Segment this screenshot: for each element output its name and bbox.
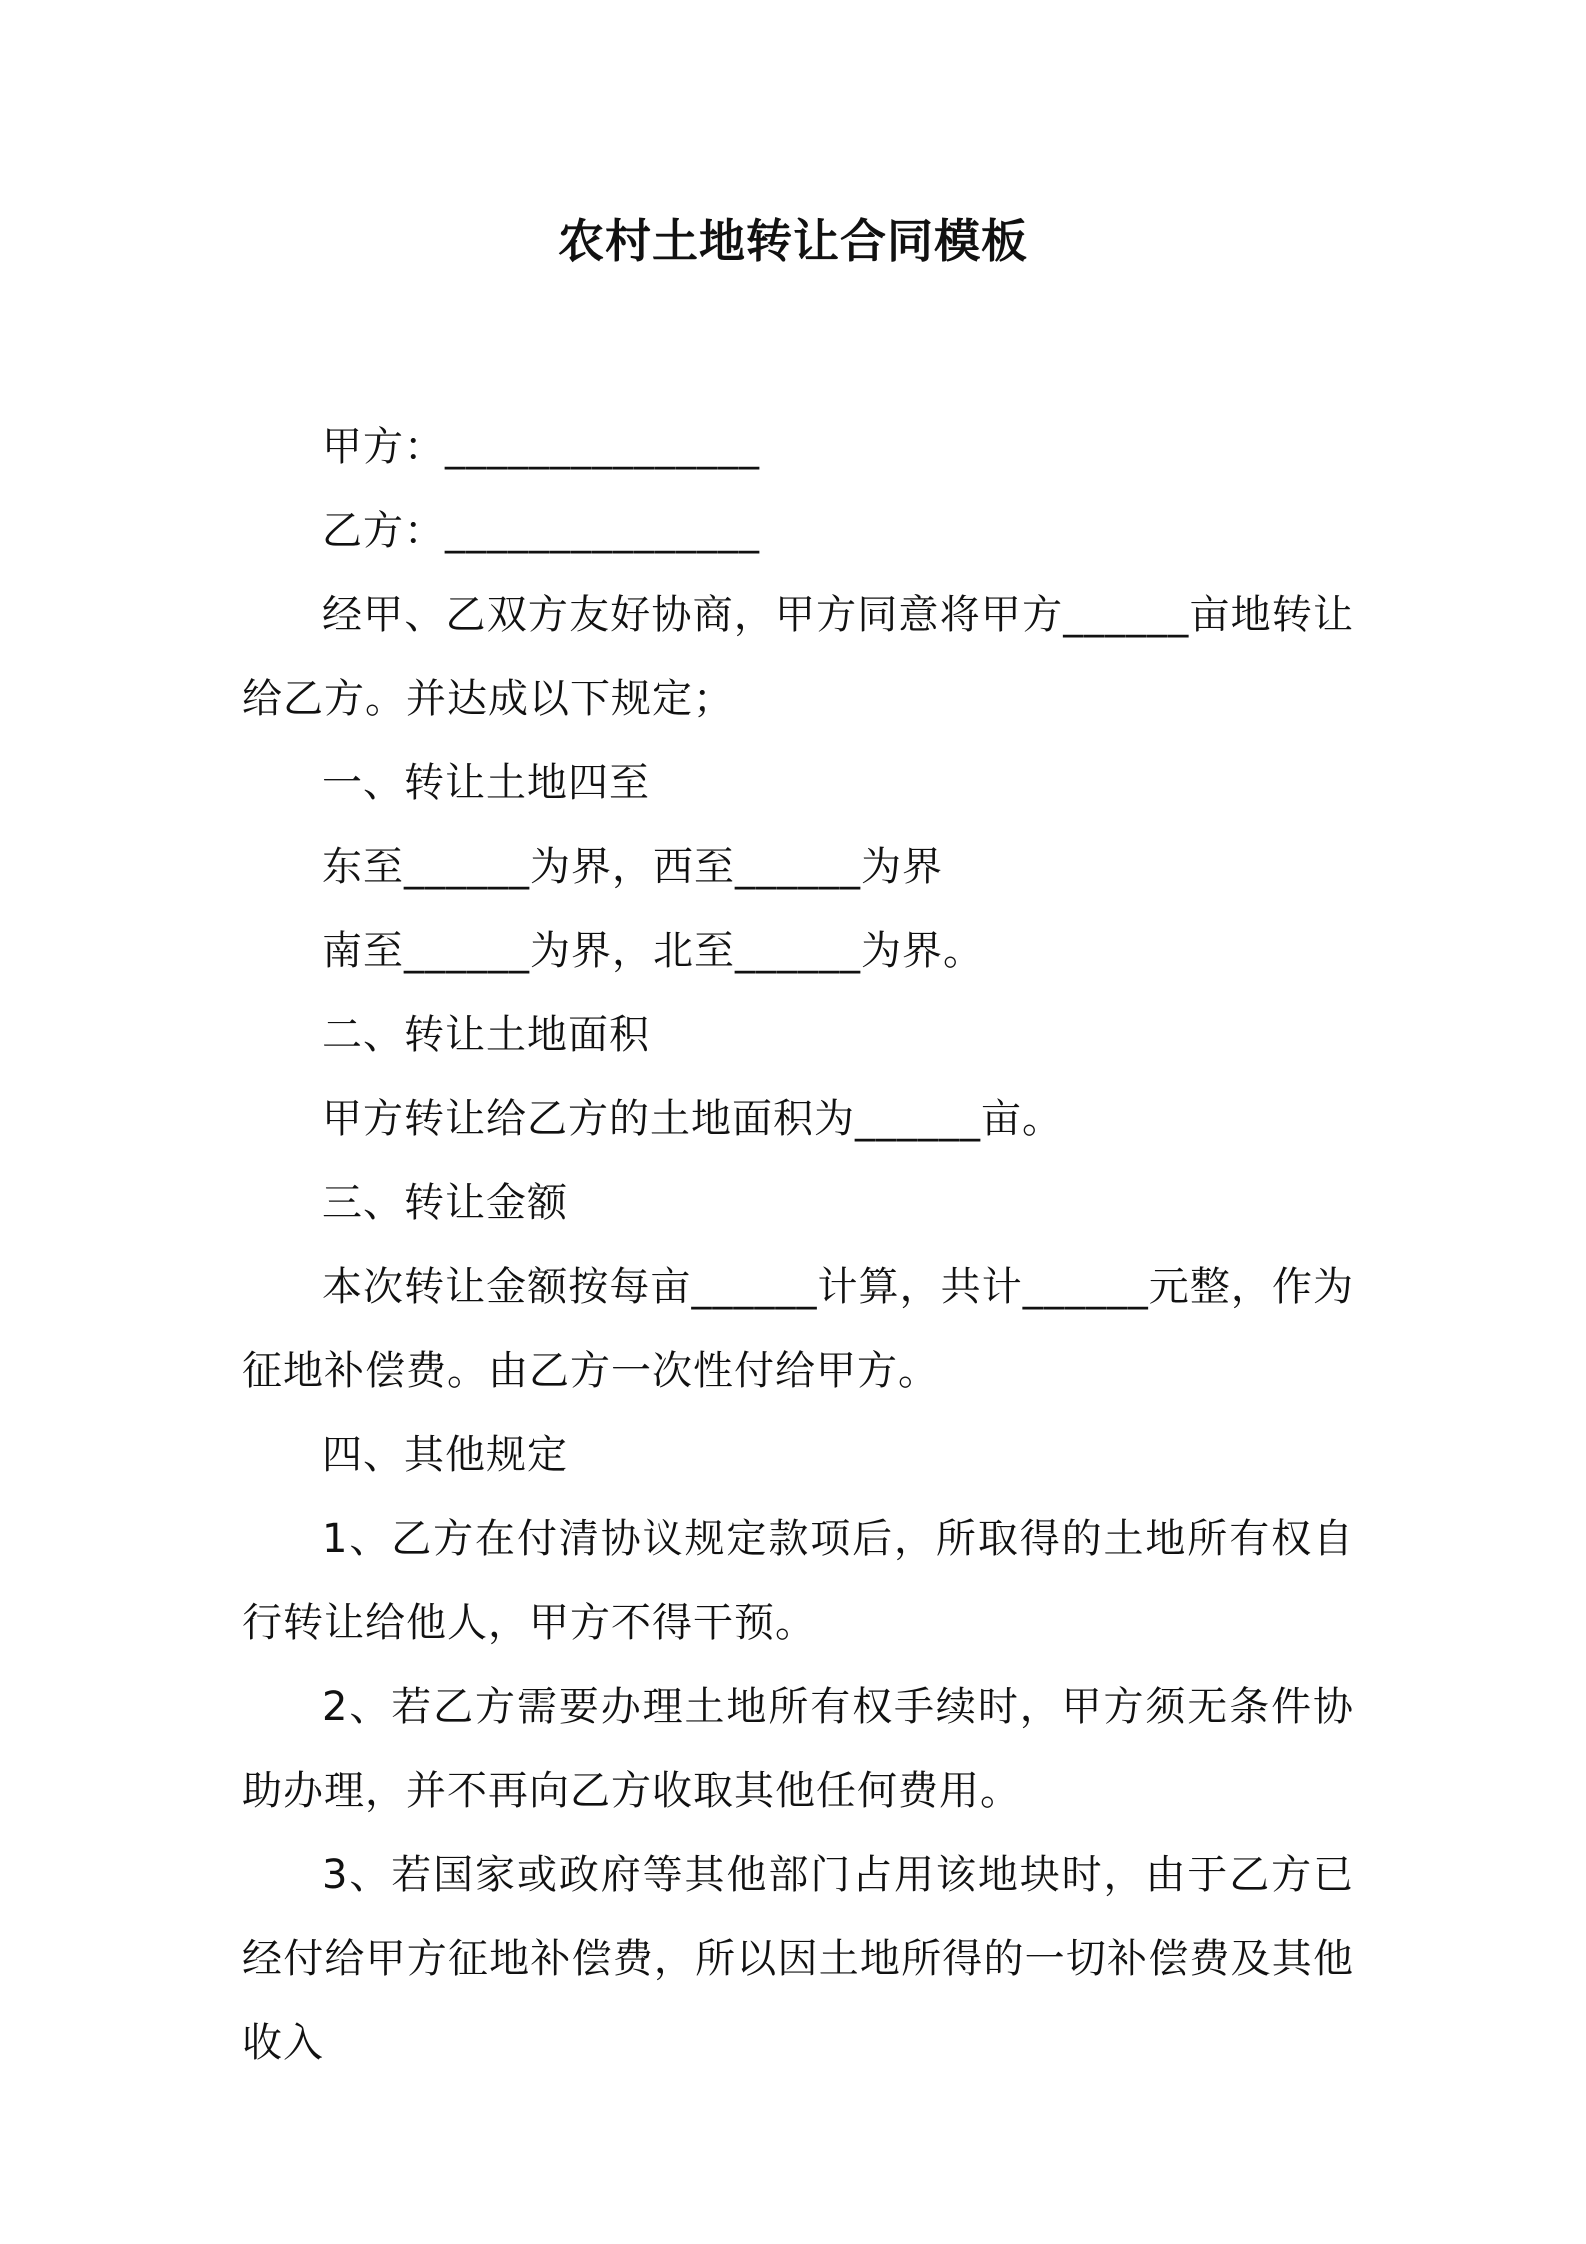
document-title: 农村土地转让合同模板: [558, 214, 1028, 268]
clause-1: 1、乙方在付清协议规定款项后，所取得的土地所有权自行转让给他人，甲方不得干预。: [242, 1516, 1354, 1646]
boundary-south-north: 南至______为界，北至______为界。: [322, 928, 984, 974]
party-b-line: 乙方：_______________: [322, 508, 760, 554]
party-a-line: 甲方：_______________: [322, 424, 760, 470]
clause-3: 3、若国家或政府等其他部门占用该地块时，由于乙方已经付给甲方征地补偿费，所以因土地所得的一切补偿费及其他收入: [242, 1852, 1354, 2066]
clause-2: 2、若乙方需要办理土地所有权手续时，甲方须无条件协助办理，并不再向乙方收取其他任何费用。: [242, 1684, 1354, 1814]
boundary-east-west: 东至______为界，西至______为界: [322, 844, 943, 890]
section-heading-area: 二、转让土地面积: [322, 1012, 650, 1058]
section-heading-other: 四、其他规定: [322, 1432, 568, 1478]
amount-paragraph: 本次转让金额按每亩______计算，共计______元整，作为征地补偿费。由乙方一次性付给甲方。: [242, 1264, 1354, 1394]
section-heading-amount: 三、转让金额: [322, 1180, 568, 1226]
intro-paragraph: 经甲、乙双方友好协商，甲方同意将甲方______亩地转让给乙方。并达成以下规定；: [242, 592, 1354, 722]
area-paragraph: 甲方转让给乙方的土地面积为______亩。: [322, 1096, 1063, 1142]
document-body: [242, 405, 1354, 2085]
section-heading-boundaries: 一、转让土地四至: [322, 760, 650, 806]
